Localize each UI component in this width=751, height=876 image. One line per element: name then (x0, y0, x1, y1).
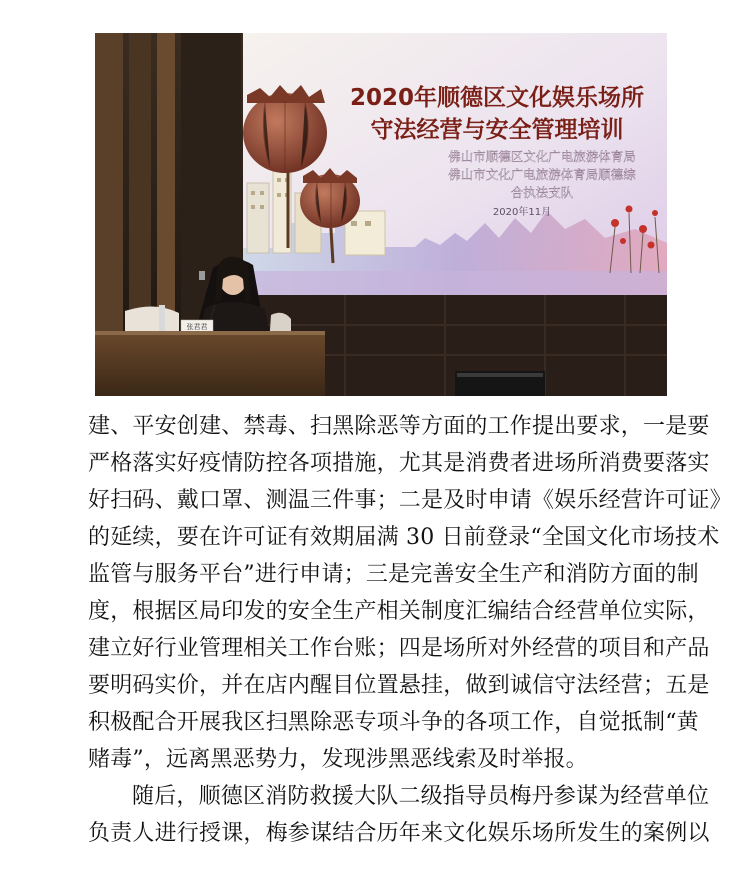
article-body (88, 408, 732, 852)
slide-title-line1: 2020年顺德区文化娱乐场所 (349, 85, 645, 111)
article-line: 要明码实价，并在店内醒目位置悬挂，做到诚信守法经营；五是 (88, 673, 710, 698)
article-line: 严格落实好疫情防控各项措施，尤其是消费者进场所消费要落实 (88, 451, 710, 476)
article-line: 负责人进行授课，梅参谋结合历年来文化娱乐场所发生的案例以 (88, 821, 710, 846)
slide-date: 2020年11月 (492, 207, 552, 218)
article-line: 度，根据区局印发的安全生产相关制度汇编结合经营单位实际， (88, 599, 710, 624)
slide-org-line3: 合执法支队 (510, 185, 574, 200)
nameplate: 张君君 (186, 323, 208, 331)
article-line: 好扫码、戴口罩、测温三件事；二是及时申请《娱乐经营许可证》 (88, 488, 732, 513)
slide-title-line2: 守法经营与安全管理培训 (370, 117, 624, 143)
slide-org-line2: 佛山市文化广电旅游体育局顺德综 (448, 167, 636, 182)
article-line: 积极配合开展我区扫黑除恶专项斗争的各项工作，自觉抵制“黄 (88, 710, 699, 735)
meeting-photo (95, 33, 667, 396)
article-line: 随后，顺德区消防救援大队二级指导员梅丹参谋为经营单位 (132, 784, 710, 809)
slide-org-line1: 佛山市顺德区文化广电旅游体育局 (448, 149, 636, 164)
article-line: 建立好行业管理相关工作台账；四是场所对外经营的项目和产品 (88, 636, 710, 661)
article-line: 建、平安创建、禁毒、扫黑除恶等方面的工作提出要求，一是要 (88, 414, 710, 439)
article-line: 的延续，要在许可证有效期届满 30 日前登录“全国文化市场技术 (88, 525, 720, 550)
article-line: 监管与服务平台”进行申请；三是完善安全生产和消防方面的制 (88, 562, 699, 587)
article-line: 赌毒”，远离黑恶势力，发现涉黑恶线索及时举报。 (88, 747, 588, 772)
